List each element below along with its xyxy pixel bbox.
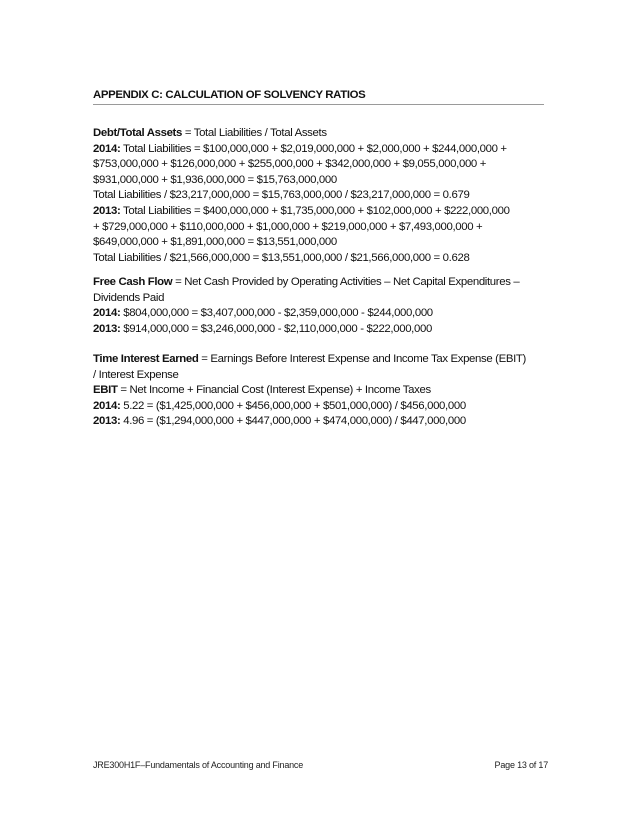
appendix-heading: APPENDIX C: CALCULATION OF SOLVENCY RATIOS	[93, 89, 544, 105]
debt-assets-2013-line: 2013: Total Liabilities = $400,000,000 + $1,735,000,000 + $102,000,000 + $222,000,000	[93, 204, 510, 217]
debt-assets-2014-line: $931,000,000 + $1,936,000,000 = $15,763,000,000	[93, 173, 337, 186]
fcf-2013-line: 2013: $914,000,000 = $3,246,000,000 - $2,110,000,000 - $222,000,000	[93, 322, 432, 335]
fcf-formula-line: Free Cash Flow = Net Cash Provided by Operating Activities – Net Capital Expenditures –	[93, 276, 520, 288]
free-cash-flow-section	[93, 275, 549, 337]
time-interest-section	[93, 352, 549, 430]
debt-assets-2013-result: Total Liabilities / $21,566,000,000 = $13,551,000,000 / $21,566,000,000 = 0.628	[93, 251, 470, 264]
tie-label: Time Interest Earned	[93, 353, 199, 365]
ebit-label: EBIT	[93, 384, 118, 397]
tie-formula-line: Time Interest Earned = Earnings Before Interest Expense and Income Tax Expense (EBIT)	[93, 353, 526, 365]
debt-assets-2013-line: $649,000,000 + $1,891,000,000 = $13,551,000,000	[93, 236, 337, 249]
tie-2014-line: 2014: 5.22 = ($1,425,000,000 + $456,000,000 + $501,000,000) / $456,000,000	[93, 399, 466, 412]
fcf-2014-line: 2014: $804,000,000 = $3,407,000,000 - $2,359,000,000 - $244,000,000	[93, 307, 433, 320]
year-label: 2013:	[93, 322, 121, 335]
debt-assets-label: Debt/Total Assets	[93, 127, 182, 139]
debt-assets-2013-line: + $729,000,000 + $110,000,000 + $1,000,000 + $219,000,000 + $7,493,000,000 +	[93, 220, 483, 233]
footer-course-title: JRE300H1F–Fundamentals of Accounting and Finance	[93, 760, 304, 770]
debt-assets-2014-line: $753,000,000 + $126,000,000 + $255,000,000 + $342,000,000 + $9,055,000,000 +	[93, 158, 487, 171]
debt-assets-2014-result: Total Liabilities / $23,217,000,000 = $15,763,000,000 / $23,217,000,000 = 0.679	[93, 189, 470, 202]
year-label: 2014:	[93, 399, 121, 412]
debt-assets-formula-line: Debt/Total Assets = Total Liabilities / Total Assets	[93, 127, 327, 139]
debt-assets-section	[93, 126, 549, 266]
year-label: 2014:	[93, 142, 121, 155]
year-label: 2013:	[93, 204, 121, 217]
year-label: 2013:	[93, 415, 121, 428]
tie-2013-line: 2013: 4.96 = ($1,294,000,000 + $447,000,000 + $474,000,000) / $447,000,000	[93, 415, 466, 428]
fcf-label: Free Cash Flow	[93, 276, 173, 288]
year-label: 2014:	[93, 307, 121, 320]
debt-assets-2014-line: 2014: Total Liabilities = $100,000,000 + $2,019,000,000 + $2,000,000 + $244,000,000 +	[93, 142, 507, 155]
fcf-formula-line: Dividends Paid	[93, 291, 165, 304]
footer-page-number: Page 13 of 17	[494, 760, 548, 770]
ebit-line: EBIT = Net Income + Financial Cost (Interest Expense) + Income Taxes	[93, 384, 431, 397]
tie-formula-line: / Interest Expense	[93, 368, 179, 381]
